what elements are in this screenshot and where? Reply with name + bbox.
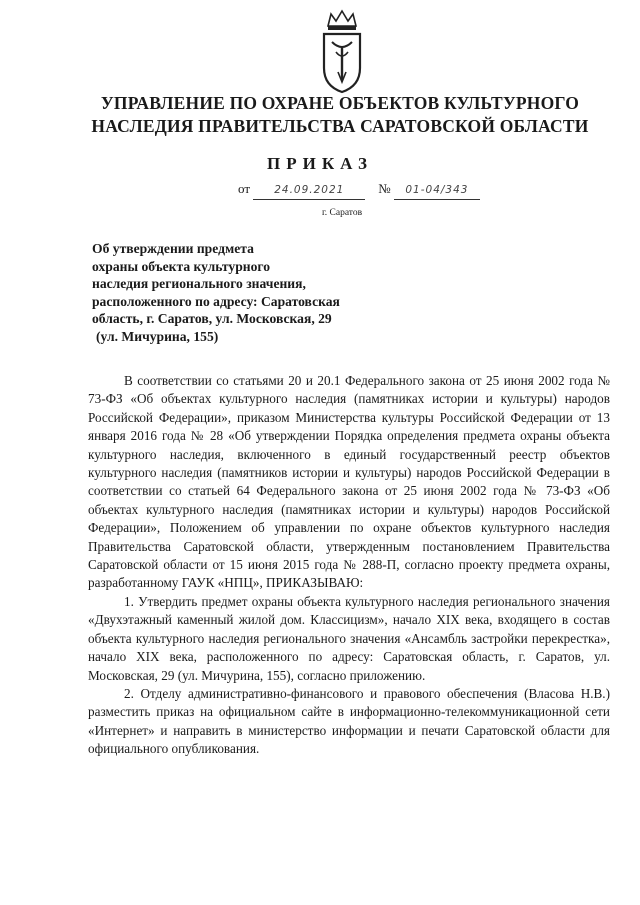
subject-line: наследия регионального значения, (92, 276, 306, 292)
org-line-1: УПРАВЛЕНИЕ ПО ОХРАНЕ ОБЪЕКТОВ КУЛЬТУРНОГО (100, 93, 580, 113)
document-date: 24.09.2021 (253, 181, 365, 200)
document-body (88, 372, 610, 759)
document-number: 01-04/343 (394, 181, 480, 200)
date-prefix: от (238, 181, 251, 196)
order-item-1: 1. Утвердить предмет охраны объекта культурного наследия регионального значения «Двухэтажный каменный жилой дом. Классицизм», начало XIX века, входящего в состав объекта культурного наследия регионального значения «Ансамбль застройки перекрестка», начало XIX века, расположенного по адресу: Саратовская область, г. Саратов, ул. Московская, 29 (ул. Мичурина, 155), согласно приложению. (88, 593, 610, 683)
subject-line: Об утверждении предмета (92, 241, 254, 256)
subject-line: расположенного по адресу: Саратовская (92, 293, 340, 309)
subject-line: область, г. Саратов, ул. Московская, 29 (92, 311, 332, 327)
preamble-paragraph: В соответствии со статьями 20 и 20.1 Федерального закона от 25 июня 2002 года № 73-ФЗ «Об объектах культурного наследия (памятниках истории и культуры) народов Российской Федерации», приказом Министерства культуры Российской Федерации от 13 января 2016 года № 28 «Об утверждении Порядка определения предмета охраны объекта культурного наследия, включенного в единый государственный реестр объектов культурного наследия (памятников истории и культуры) народов Российской Федерации в соответствии со статьей 64 Федерального закона от 25 июня 2002 года № 73-ФЗ «Об объектах культурного наследия (памятниках истории и культуры) народов Российской Федерации», Положением об управлении по охране объектов культурного наследия Правительства Саратовской области, утвержденным постановлением Правительства Саратовской области от 15 июня 2015 года № 288-П, согласно проекту предмета охраны, разработанному ГАУК «НПЦ», ПРИКАЗЫВАЮ: (88, 373, 610, 591)
subject-heading (92, 240, 412, 346)
subject-line: (ул. Мичурина, 155) (96, 328, 219, 344)
coat-of-arms-icon (318, 8, 366, 94)
city-label: г. Саратов (321, 208, 363, 218)
coat-of-arms-emblem (318, 8, 366, 94)
document-type-title: ПРИКАЗ (267, 154, 373, 173)
org-line-2: НАСЛЕДИЯ ПРАВИТЕЛЬСТВА САРАТОВСКОЙ ОБЛАСТИ (91, 116, 589, 136)
date-number-line (238, 180, 480, 200)
organization-name (60, 92, 620, 138)
subject-line: охраны объекта культурного (92, 258, 271, 274)
order-item-2: 2. Отделу административно-финансового и правового обеспечения (Власова Н.В.) разместить приказ на официальном сайте в информационно-телекоммуникационной сети «Интернет» и направить в министерство информации и печати Саратовской области для официального опубликования. (88, 685, 610, 757)
number-prefix: № (378, 181, 391, 196)
